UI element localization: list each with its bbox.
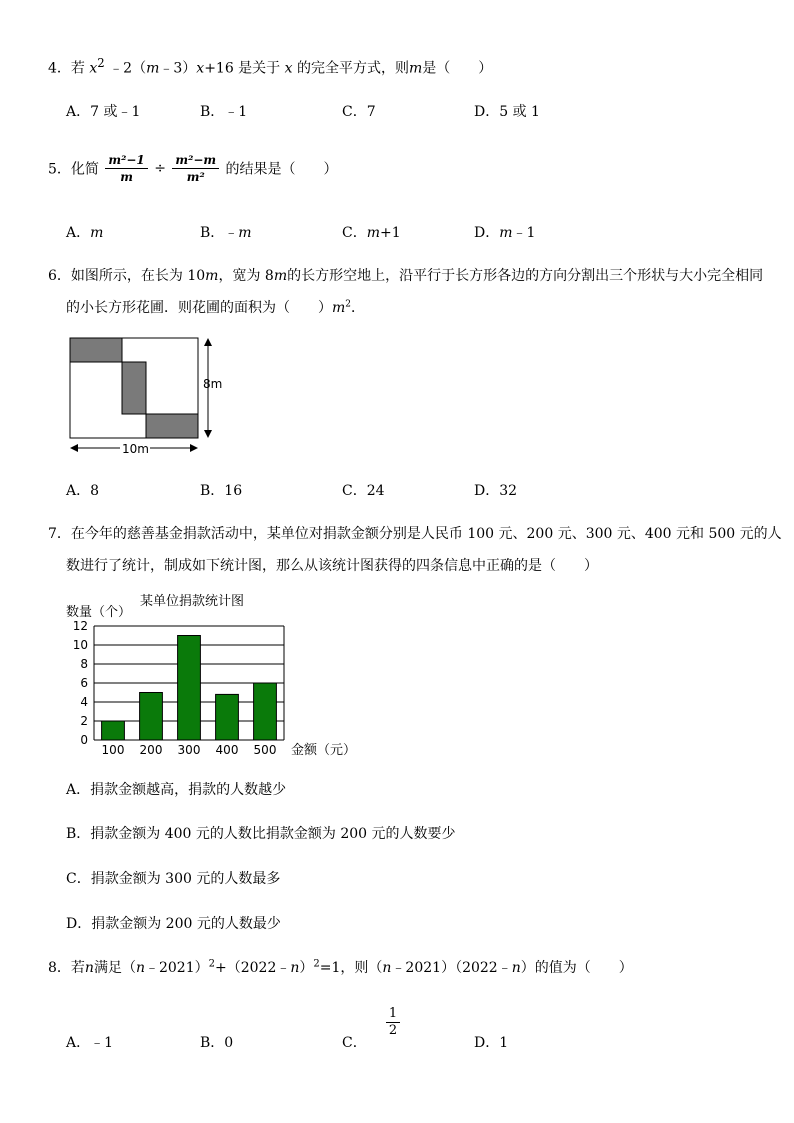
q6-text: 的小长方形花圃．则花圃的面积为（ ） — [66, 300, 332, 316]
q8-exponent: 2 — [313, 958, 320, 970]
q6-text: ，宽为 8 — [218, 268, 274, 284]
q7-option-c[interactable]: C．捐款金额为 300 元的人数最多 — [66, 871, 281, 887]
q4-number: 4．若 — [48, 60, 85, 77]
q8-text: ）的值为（ ） — [520, 960, 633, 976]
q8-option-a[interactable]: A．﹣1 — [66, 1035, 114, 1051]
q5-fraction-1 — [105, 152, 147, 185]
q5-option-b[interactable] — [200, 222, 252, 242]
q5-option-d[interactable] — [474, 222, 535, 242]
chart-x-tick-label: 400 — [215, 743, 239, 757]
q5-option-var: m — [366, 225, 380, 241]
q6-rectangle-figure — [60, 330, 240, 460]
q8-var-n: n — [511, 960, 521, 976]
chart-x-tick-label: 500 — [253, 743, 277, 757]
q4-text: 是（ ） — [422, 60, 493, 77]
q6-exponent: 2 — [345, 299, 352, 310]
chart-y-axis-label: 数量（个） — [66, 605, 132, 620]
q5-option-label: C． — [342, 225, 367, 241]
q4-text: ﹣3） — [159, 60, 197, 77]
q6-arrow-down-icon — [204, 430, 212, 438]
question-4-stem — [48, 56, 492, 78]
q8-var-n: n — [290, 960, 300, 976]
q8-option-c[interactable] — [342, 1032, 367, 1052]
chart-bar-100 — [102, 721, 125, 740]
chart-bar-500 — [254, 683, 277, 740]
chart-y-tick-label: 8 — [80, 657, 88, 671]
q5-divide-sign: ÷ — [154, 160, 166, 177]
q8-text: =1，则（ — [319, 960, 383, 976]
q5-option-label: D． — [474, 225, 500, 241]
q5-option-label: B．﹣ — [200, 225, 239, 241]
chart-y-ticks — [73, 619, 88, 747]
q4-var-m: m — [146, 60, 160, 77]
q6-height-label: 8m — [203, 377, 223, 391]
chart-bar-400 — [216, 694, 239, 740]
q6-garden-bottom — [146, 414, 198, 438]
q5-option-c[interactable] — [342, 222, 401, 242]
q4-option-c[interactable]: C．7 — [342, 104, 376, 120]
chart-bar-200 — [140, 693, 163, 741]
q8-option-d[interactable]: D．1 — [474, 1035, 509, 1051]
q8-var-n: n — [382, 960, 392, 976]
q8-text: +（2022﹣ — [215, 960, 291, 976]
q6-arrow-left-icon — [70, 444, 78, 452]
q6-option-b[interactable]: B．16 — [200, 483, 243, 499]
q5-option-tail: ﹣1 — [512, 225, 536, 241]
q4-var-m: m — [409, 60, 423, 77]
q6-option-c[interactable]: C．24 — [342, 483, 385, 499]
q8-frac-denominator: 2 — [388, 1023, 398, 1038]
q6-arrow-right-icon — [190, 444, 198, 452]
q8-exponent: 2 — [208, 958, 215, 970]
q6-text: 6．如图所示，在长为 10 — [48, 268, 206, 284]
q6-option-d[interactable]: D．32 — [474, 483, 518, 499]
chart-x-tick-label: 100 — [101, 743, 125, 757]
q4-text: 的完全平方式，则 — [297, 60, 409, 77]
q5-fraction-2 — [172, 152, 219, 185]
q8-text: ﹣2021）（2022﹣ — [391, 960, 512, 976]
q4-var-x: x — [196, 60, 205, 77]
q5-option-tail: +1 — [380, 225, 401, 241]
q5-option-a[interactable] — [66, 222, 103, 242]
q5-option-var: m — [238, 225, 252, 241]
question-6-line-2 — [66, 297, 365, 317]
q8-var-n: n — [84, 960, 94, 976]
q4-var-x: x — [89, 60, 98, 77]
chart-y-tick-label: 10 — [72, 638, 88, 652]
chart-y-tick-label: 0 — [80, 733, 88, 747]
question-6-line-1 — [48, 265, 763, 285]
q4-text: ﹣2（ — [109, 60, 147, 77]
chart-y-tick-label: 2 — [80, 714, 88, 728]
q6-unit: m — [332, 300, 346, 316]
chart-y-tick-label: 6 — [80, 676, 88, 690]
question-5-stem — [48, 152, 338, 185]
q7-option-b[interactable]: B．捐款金额为 400 元的人数比捐款金额为 200 元的人数要少 — [66, 826, 456, 842]
q5-frac1-denominator: m — [120, 170, 133, 184]
q6-unit: m — [205, 268, 219, 284]
q4-text: +16 是关于 — [204, 60, 281, 77]
q6-arrow-up-icon — [204, 338, 212, 346]
chart-x-axis-label: 金额（元） — [291, 743, 357, 758]
q6-unit: m — [273, 268, 288, 284]
question-8-stem — [48, 957, 633, 977]
q8-option-label: C． — [342, 1035, 367, 1051]
q5-frac2-denominator: m² — [186, 170, 205, 184]
q8-text: ） — [299, 960, 314, 976]
chart-x-tick-label: 200 — [139, 743, 163, 757]
q5-frac2-numerator: m²−m — [172, 152, 219, 169]
q4-option-a[interactable]: A．7 或﹣1 — [66, 104, 141, 120]
question-7-line-1: 7．在今年的慈善基金捐款活动中，某单位对捐款金额分别是人民币 100 元、200 元、300 元、400 元和 500 元的人 — [48, 526, 782, 542]
q7-bar-chart — [60, 590, 360, 760]
q4-var-x: x — [284, 60, 293, 77]
q8-var-n: n — [135, 960, 145, 976]
q8-text: 8．若 — [48, 960, 85, 976]
q4-exponent: 2 — [97, 56, 105, 70]
q8-frac-numerator: 1 — [386, 1006, 400, 1023]
q6-text: 的长方形空地上，沿平行于长方形各边的方向分割出三个形状与大小完全相同 — [287, 268, 764, 284]
q4-option-d[interactable]: D．5 或 1 — [474, 104, 540, 120]
q8-text: 满足（ — [93, 960, 136, 976]
q5-frac1-numerator: m²−1 — [105, 152, 147, 169]
chart-bars — [102, 636, 277, 741]
q6-garden-middle — [122, 362, 146, 414]
q5-option-var: m — [499, 225, 513, 241]
q6-option-a[interactable]: A．8 — [66, 483, 100, 499]
chart-y-tick-label: 4 — [80, 695, 88, 709]
q6-width-label: 10m — [122, 442, 149, 456]
q8-option-c-fraction — [386, 1006, 400, 1039]
question-7-line-2: 数进行了统计，制成如下统计图，那么从该统计图获得的四条信息中正确的是（ ） — [66, 558, 598, 574]
q7-option-a[interactable]: A．捐款金额越高，捐款的人数越少 — [66, 782, 287, 798]
chart-y-tick-label: 12 — [72, 619, 88, 633]
q8-text: ﹣2021） — [144, 960, 209, 976]
chart-x-ticks — [102, 743, 277, 757]
q5-text: 的结果是（ ） — [225, 161, 338, 178]
q8-option-b[interactable]: B．0 — [200, 1035, 234, 1051]
q5-option-var: m — [90, 225, 104, 241]
q7-option-d[interactable]: D．捐款金额为 200 元的人数最少 — [66, 916, 281, 932]
q4-option-b[interactable]: B．﹣1 — [200, 104, 248, 120]
q5-option-label: A． — [66, 225, 91, 241]
q5-number: 5．化简 — [48, 161, 99, 178]
q6-garden-top — [70, 338, 122, 362]
chart-x-tick-label: 300 — [177, 743, 201, 757]
chart-title: 某单位捐款统计图 — [140, 594, 245, 609]
chart-bar-300 — [178, 636, 201, 741]
q6-text: ． — [351, 300, 366, 316]
